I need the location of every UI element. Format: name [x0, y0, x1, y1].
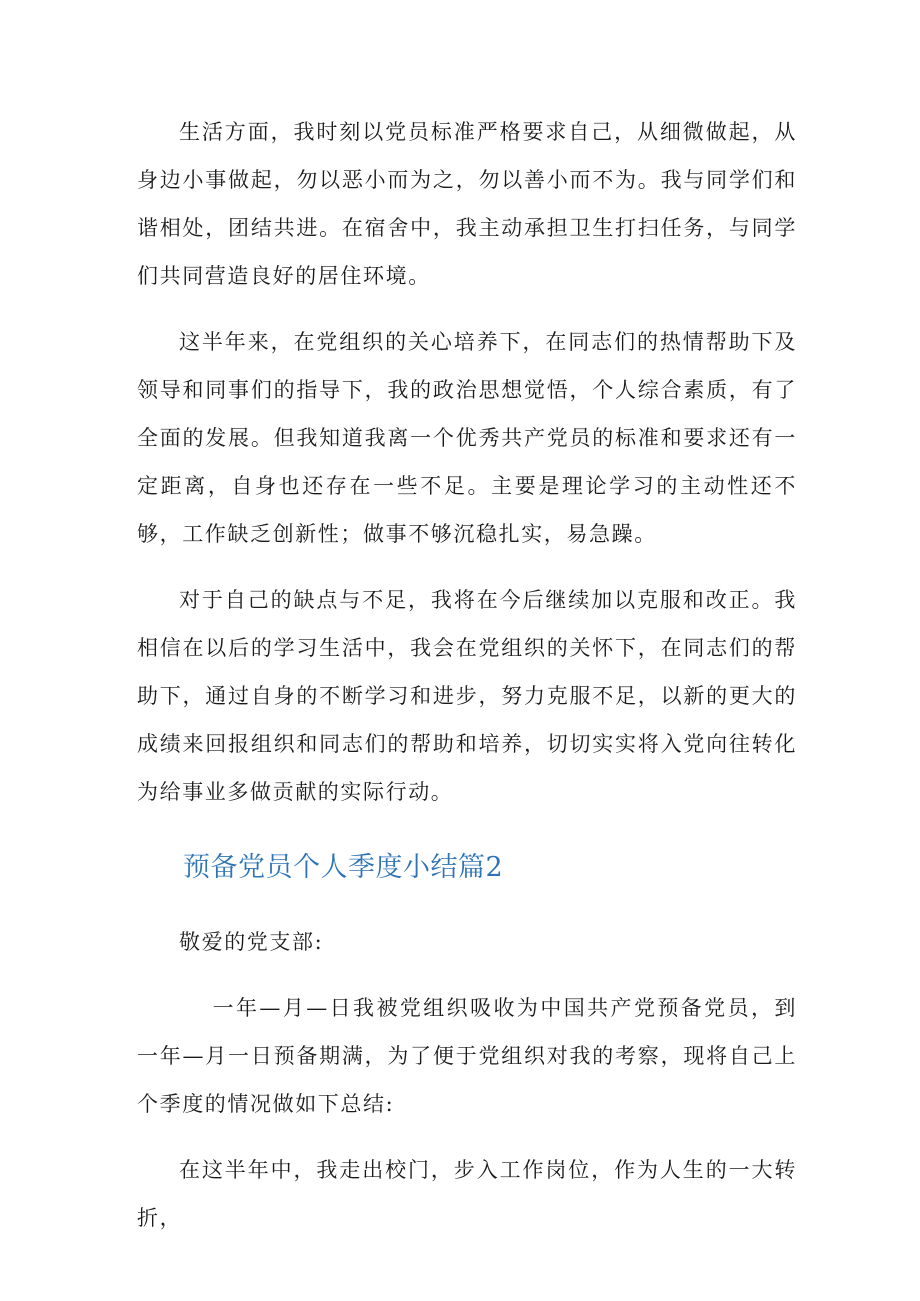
paragraph-half-year: 这半年来，在党组织的关心培养下，在同志们的热情帮助下及领导和同事们的指导下，我的政治思想觉悟，个人综合素质，有了全面的发展。但我知道我离一个优秀共产党员的标准和要求还有一定距离，自身也还存在一些不足。主要是理论学习的主动性还不够，工作缺乏创新性；做事不够沉稳扎实，易急躁。	[137, 330, 797, 546]
section-heading: 预备党员个人季度小结篇2	[183, 852, 504, 883]
paragraph-probation: 一年—月—日我被党组织吸收为中国共产党预备党员，到一年—月一日预备期满，为了便于党组织对我的考察，现将自己上个季度的情况做如下总结:	[137, 996, 797, 1116]
paragraph-shortcomings: 对于自己的缺点与不足，我将在今后继续加以克服和改正。我相信在以后的学习生活中，我会在党组织的关怀下，在同志们的帮助下，通过自身的不断学习和进步，努力克服不足，以新的更大的成绩来回报组织和同志们的帮助和培养，切切实实将入党向往转化为给事业多做贡献的实际行动。	[137, 588, 797, 804]
salutation: 敬爱的党支部:	[179, 930, 324, 954]
paragraph-life: 生活方面，我时刻以党员标准严格要求自己，从细微做起，从身边小事做起，勿以恶小而为之，勿以善小而不为。我与同学们和谐相处，团结共进。在宿舍中，我主动承担卫生打扫任务，与同学们共同营造良好的居住环境。	[137, 120, 797, 288]
document-body	[137, 108, 797, 1242]
paragraph-work-start: 在这半年中，我走出校门，步入工作岗位，作为人生的一大转折，	[137, 1158, 797, 1230]
